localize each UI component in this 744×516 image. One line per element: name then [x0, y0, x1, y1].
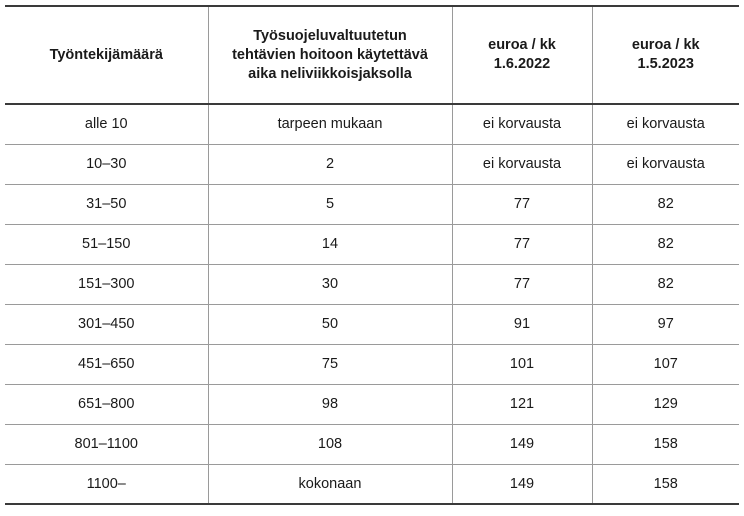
- cell-employees: 1100–: [5, 464, 208, 504]
- table-row: [5, 264, 739, 304]
- cell-employees: 651–800: [5, 384, 208, 424]
- cell-eur-2023: 158: [592, 424, 739, 464]
- cell-employees: 301–450: [5, 304, 208, 344]
- cell-employees: 151–300: [5, 264, 208, 304]
- cell-time: 108: [208, 424, 452, 464]
- table-row: [5, 184, 739, 224]
- cell-eur-2023: 82: [592, 184, 739, 224]
- cell-time: 2: [208, 144, 452, 184]
- cell-eur-2022: 91: [452, 304, 592, 344]
- cell-eur-2023: 158: [592, 464, 739, 504]
- cell-eur-2022: ei korvausta: [452, 144, 592, 184]
- cell-time: kokonaan: [208, 464, 452, 504]
- table-row: [5, 424, 739, 464]
- cell-eur-2023: 97: [592, 304, 739, 344]
- cell-time: tarpeen mukaan: [208, 104, 452, 144]
- cell-time: 5: [208, 184, 452, 224]
- compensation-table-container: [5, 5, 739, 505]
- table-body: [5, 104, 739, 504]
- cell-eur-2022: 101: [452, 344, 592, 384]
- cell-eur-2022: 77: [452, 224, 592, 264]
- cell-eur-2022: 77: [452, 264, 592, 304]
- cell-eur-2023: ei korvausta: [592, 144, 739, 184]
- header-eur-2023-line-2: 1.5.2023: [637, 56, 694, 72]
- header-time-line-1: Työsuojeluvaltuutetun: [253, 27, 407, 44]
- cell-time: 75: [208, 344, 452, 384]
- cell-time: 98: [208, 384, 452, 424]
- cell-employees: 451–650: [5, 344, 208, 384]
- table-row: [5, 344, 739, 384]
- table-header: [5, 6, 739, 104]
- cell-employees: 31–50: [5, 184, 208, 224]
- cell-eur-2022: 149: [452, 464, 592, 504]
- header-time-line-2: tehtävien hoitoon käytettävä: [232, 46, 428, 63]
- cell-eur-2023: 107: [592, 344, 739, 384]
- table-row: [5, 384, 739, 424]
- cell-employees: 51–150: [5, 224, 208, 264]
- cell-employees: 10–30: [5, 144, 208, 184]
- header-time-line-3: aika neliviikkoisjaksolla: [248, 65, 412, 82]
- header-employees: [5, 6, 208, 104]
- cell-eur-2023: ei korvausta: [592, 104, 739, 144]
- header-eur-2022-line-2: 1.6.2022: [493, 56, 551, 72]
- cell-eur-2023: 129: [592, 384, 739, 424]
- cell-employees: 801–1100: [5, 424, 208, 464]
- table-row: [5, 464, 739, 504]
- compensation-table: [5, 5, 739, 505]
- cell-eur-2023: 82: [592, 264, 739, 304]
- cell-eur-2022: ei korvausta: [452, 104, 592, 144]
- table-row: [5, 144, 739, 184]
- header-eur-2022-line-1: euroa / kk: [488, 37, 556, 53]
- header-eur-2023: [592, 6, 739, 104]
- cell-eur-2023: 82: [592, 224, 739, 264]
- table-row: [5, 304, 739, 344]
- cell-eur-2022: 149: [452, 424, 592, 464]
- cell-eur-2022: 77: [452, 184, 592, 224]
- header-time: [208, 6, 452, 104]
- header-employees-label: Työntekijämäärä: [49, 46, 163, 63]
- cell-time: 50: [208, 304, 452, 344]
- table-row: [5, 224, 739, 264]
- header-row: [5, 6, 739, 104]
- cell-time: 30: [208, 264, 452, 304]
- cell-eur-2022: 121: [452, 384, 592, 424]
- header-eur-2022: [452, 6, 592, 104]
- cell-time: 14: [208, 224, 452, 264]
- header-eur-2023-line-1: euroa / kk: [631, 37, 700, 53]
- cell-employees: alle 10: [5, 104, 208, 144]
- table-row: [5, 104, 739, 144]
